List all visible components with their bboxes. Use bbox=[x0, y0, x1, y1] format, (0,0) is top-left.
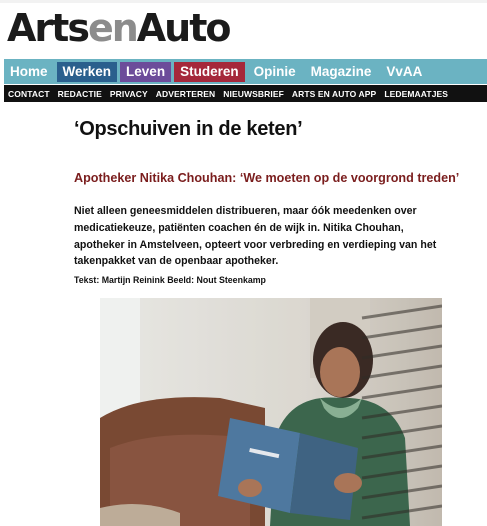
subnav-ledemaatjes[interactable]: LEDEMAATJES bbox=[384, 88, 449, 99]
article bbox=[74, 118, 460, 285]
nav-vvaa[interactable]: VvAA bbox=[386, 63, 423, 79]
logo-en: en bbox=[87, 6, 137, 50]
article-credits: Tekst: Martijn Reinink Beeld: Nout Steenkamp bbox=[74, 275, 266, 285]
subnav-contact[interactable]: CONTACT bbox=[8, 88, 50, 99]
article-subtitle: Apotheker Nitika Chouhan: ‘We moeten op de voorgrond treden’ bbox=[74, 171, 460, 185]
subnav-app[interactable]: ARTS EN AUTO APP bbox=[291, 88, 377, 99]
logo-arts: Arts bbox=[7, 6, 88, 50]
article-intro: Niet alleen geneesmiddelen distribueren, maar óók meedenken over medicatiekeuze, patiënten coachen én de wijk in. Nitika Chouhan, apotheker in Amstelveen, opteert voor verbreding en verdieping van het takenpakket van de openbaar apotheker. bbox=[74, 205, 437, 268]
subnav-nieuwsbrief[interactable]: NIEUWSBRIEF bbox=[223, 88, 284, 99]
top-strip bbox=[0, 0, 487, 3]
article-title: ‘Opschuiven in de keten’ bbox=[74, 118, 303, 140]
main-navigation bbox=[4, 59, 487, 84]
secondary-navigation bbox=[4, 85, 487, 102]
subnav-adverteren[interactable]: ADVERTEREN bbox=[155, 88, 216, 99]
nav-werken[interactable]: Werken bbox=[57, 62, 118, 82]
nav-opinie[interactable]: Opinie bbox=[253, 63, 296, 79]
nav-magazine[interactable]: Magazine bbox=[310, 63, 372, 79]
logo-auto: Auto bbox=[136, 6, 230, 50]
article-photo bbox=[100, 298, 442, 526]
nav-leven[interactable]: Leven bbox=[120, 62, 171, 82]
nav-studeren[interactable]: Studeren bbox=[174, 62, 245, 82]
subnav-privacy[interactable]: PRIVACY bbox=[109, 88, 148, 99]
subnav-redactie[interactable]: REDACTIE bbox=[57, 88, 102, 99]
site-logo[interactable] bbox=[7, 6, 230, 52]
nav-home[interactable]: Home bbox=[10, 63, 48, 79]
